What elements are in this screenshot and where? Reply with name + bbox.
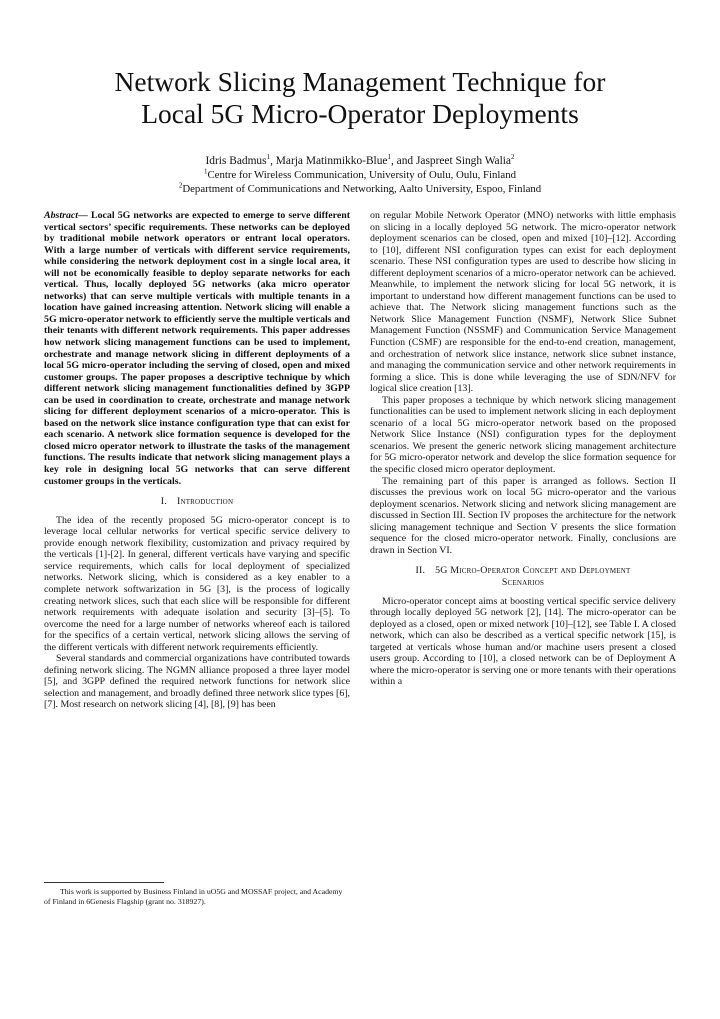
paper-title xyxy=(40,66,680,130)
section-2-number: II. xyxy=(415,565,426,577)
section-2-paragraph-1: Micro-operator concept aims at boosting vertical specific service delivery through locally deployed 5G network [2], [14]. The micro-operator can be deployed as a closed, open or mixed network [10]–[12], see Table I. A closed network, which can also be described as a vertical specific network [15], is targeted at verticals whose human and/or machine users present a closed users group. According to [10], a closed network can be of Deployment A where the micro-operator is serving one or more tenants with their operations within a xyxy=(370,595,676,688)
title-line-1: Network Slicing Management Technique for xyxy=(114,66,606,97)
affiliation-2 xyxy=(40,182,680,196)
author-names xyxy=(40,154,680,168)
affiliation-1 xyxy=(40,168,680,182)
author-1-affil: 1 xyxy=(266,153,271,162)
intro-paragraph-3: on regular Mobile Network Operator (MNO) networks with little emphasis on slicing in a locally deployed 5G network. The micro-operator network deployment scenarios can be closed, open and mixed [10]–[12]. According to [10], different NSI configuration types can exist for each deployment scenario. These NSI configuration types are used to describe how slicing in different deployment scenarios of a micro-operator network can be achieved. Meanwhile, to implement the network slicing for local 5G network, it is important to understand how different management functions can be used to achieve that. The Network slicing management functions such as the Network Slice Management Function (NSMF), Network Slice Subnet Management Function (NSSMF) and Communication Service Management Function (CSMF) are responsible for the end-to-end creation, management, and orchestration of network slice instance, network slice subnet instance, and managing the communication service and other network requirements in forming a slice. This is done while leveraging the use of SDN/NFV for logical slice creation [13]. xyxy=(370,210,676,395)
author-3: Jaspreet Singh Walia xyxy=(415,155,511,167)
title-line-2: Local 5G Micro-Operator Deployments xyxy=(141,98,579,129)
affiliation-1-mark: 1 xyxy=(203,167,208,176)
section-2-heading xyxy=(370,565,676,588)
section-1-title: Introduction xyxy=(176,496,234,508)
author-separator: , and xyxy=(390,155,416,167)
affiliation-2-mark: 2 xyxy=(178,181,183,190)
author-separator: , xyxy=(270,155,276,167)
abstract xyxy=(44,210,350,487)
affiliation-1-text: Centre for Wireless Communication, University of Oulu, Oulu, Finland xyxy=(207,169,517,181)
right-column xyxy=(370,210,676,688)
abstract-text: Local 5G networks are expected to emerge to serve different vertical sectors’ specific requirements. These networks can be deployed by traditional mobile network operators or entrant local operators. With a large number of verticals with different service requirements, while considering the network deployment cost in a single local area, it will not be economically feasible to deploy separate networks for each vertical. Thus, locally deployed 5G networks (aka micro operator networks) that can serve multiple verticals with multiple tenants in a location have gained increasing attention. Network slicing will enable a 5G micro-operator network to efficiently serve the multiple verticals and their tenants with different network requirements. This paper addresses how network slicing management functions can be used to implement, orchestrate and manage network slicing in different deployments of a local 5G micro-operator including the serving of closed, open and mixed customer groups. The paper proposes a descriptive technique by which different network slicing management functionalities defined by 3GPP can be used in coordination to create, orchestrate and manage network slicing for different deployment scenarios of a micro-operator. This is based on the network slice instance configuration type that can exist for each scenario. A network slice formation sequence is developed for the closed micro operator network to illustrate the tasks of the management functions. The results indicate that network slicing management plays a key role in designing local 5G networks that can serve different customer groups in the verticals. xyxy=(44,210,350,487)
intro-paragraph-4: This paper proposes a technique by which network slicing management functionalities can be used to implement network slicing in each deployment scenario of a local 5G micro-operator network based on the proposed Network Slice Instance (NSI) configuration types for the deployment scenarios. We present the generic network slicing management architecture for 5G micro-operator network and develop the slice formation sequence for the specific closed micro operator deployment. xyxy=(370,394,676,476)
footnote-divider xyxy=(44,882,164,883)
left-column xyxy=(44,210,350,711)
intro-paragraph-2: Several standards and commercial organizations have contributed towards defining network slicing. The NGMN alliance proposed a three layer model [5], and 3GPP defined the required network functions for network slice selection and management, and broadly defined three network slice types [6], [7]. Most research on network slicing [4], [8], [9] has been xyxy=(44,653,351,711)
author-3-affil: 2 xyxy=(511,153,515,162)
abstract-label: Abstract— xyxy=(44,210,88,221)
author-2-affil: 1 xyxy=(387,153,391,162)
author-2: Marja Matinmikko-Blue xyxy=(275,155,388,167)
funding-footnote: This work is supported by Business Finland in uO5G and MOSSAF project, and Academy of Finland in 6Genesis Flagship (grant no. 318927). xyxy=(44,887,343,906)
author-block xyxy=(40,154,680,196)
section-1-heading xyxy=(44,496,350,508)
intro-paragraph-1: The idea of the recently proposed 5G micro-operator concept is to leverage local cellular networks for vertical specific service delivery to provide enough network flexibility, customization and privacy required by the verticals [1]-[2]. In general, different verticals have varying and specific service requirements, which calls for local deployment of specialized networks. Network slicing, which is considered as a key enabler to a complete network softwarization in 5G [3], is the process of logically creating network slices, such that each slice will be responsible for different network requirements with adequate isolation and security [3]–[5]. To overcome the need for a large number of networks whereof each is tailored for the specifics of a certain vertical, network slicing allows the serving of the different verticals with different network requirements efficiently. xyxy=(44,514,350,653)
author-1: Idris Badmus xyxy=(205,155,267,167)
intro-paragraph-5: The remaining part of this paper is arranged as follows. Section II discusses the previous work on local 5G micro-operator and the various deployment scenarios. Network slicing and network slicing management are discussed in Section III. Section IV proposes the architecture for the network slicing management technique and Section V presents the slice formation sequence for the closed micro-operator network. Finally, conclusions are drawn in Section VI. xyxy=(370,475,676,556)
section-2-title: 5G Micro-Operator Concept and Deployment xyxy=(435,565,631,577)
affiliation-2-text: Department of Communications and Networking, Aalto University, Espoo, Finland xyxy=(182,183,542,195)
section-1-number: I. xyxy=(160,496,167,508)
section-2-title-cont: Scenarios xyxy=(501,576,545,588)
